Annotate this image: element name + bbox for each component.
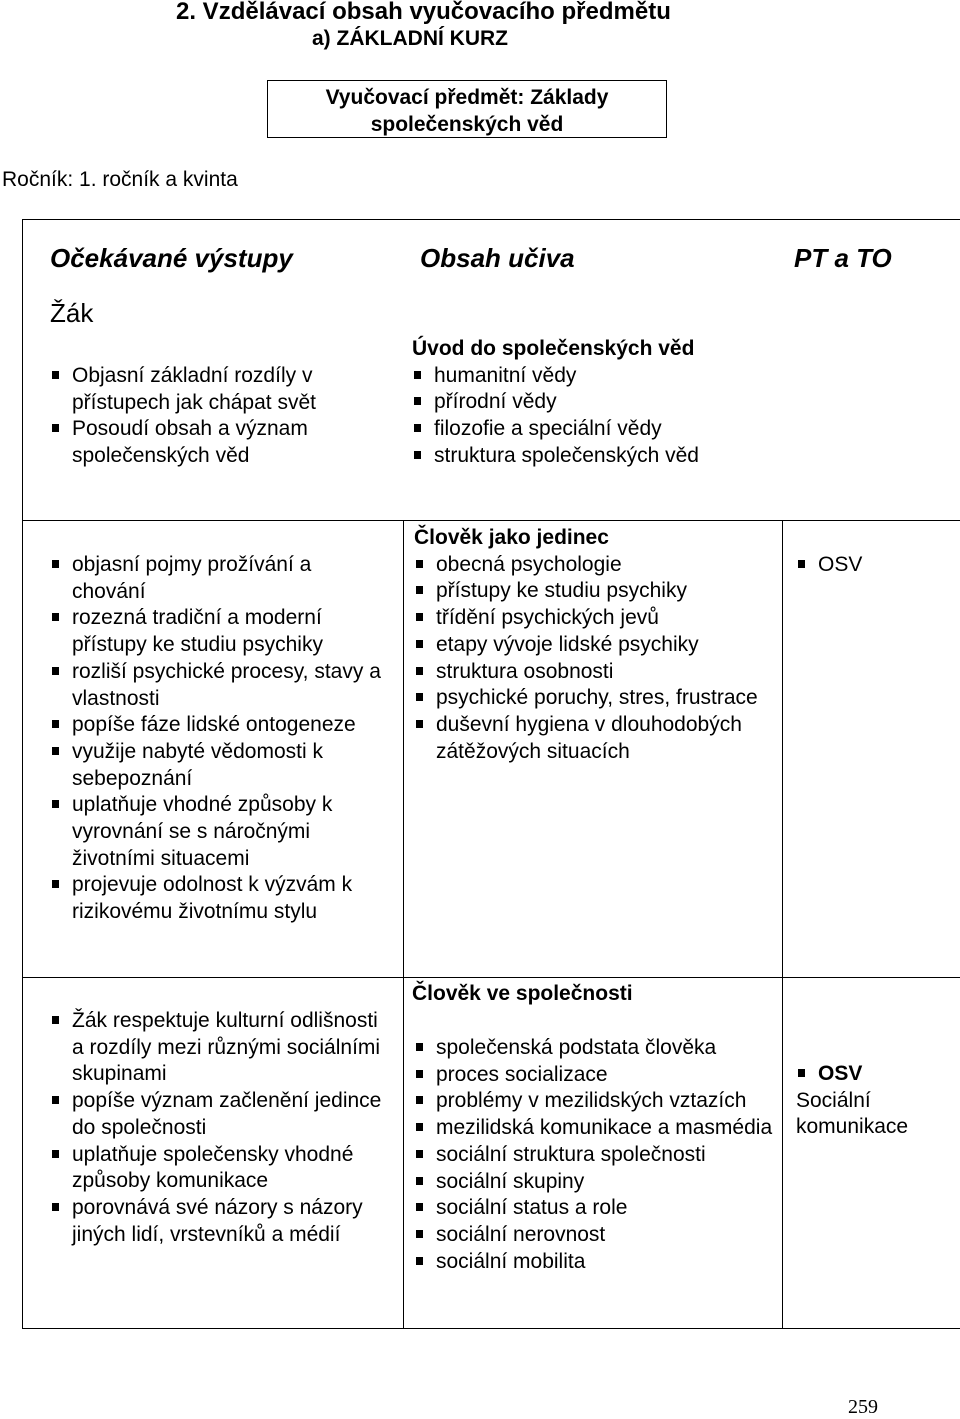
list-item: sociální skupiny xyxy=(414,1169,774,1196)
list-item: přírodní vědy xyxy=(412,389,772,416)
subject-box xyxy=(267,80,667,138)
list-item: filozofie a speciální vědy xyxy=(412,416,772,443)
list-item: etapy vývoje lidské psychiky xyxy=(414,632,774,659)
list-item: projevuje odolnost k výzvám k rizikovému životnímu stylu xyxy=(50,872,385,925)
list-item: uplatňuje společensky vhodné způsoby komunikace xyxy=(50,1142,395,1195)
list-item: struktura osobnosti xyxy=(414,659,774,686)
bullet-icon xyxy=(416,1203,423,1211)
list-item: popíše význam začlenění jedince do společnosti xyxy=(50,1088,395,1141)
list-item: objasní pojmy prožívání a chování xyxy=(50,552,385,605)
subject-line-2: společenských věd xyxy=(370,113,564,136)
bullet-icon xyxy=(416,1070,423,1078)
bullet-icon xyxy=(52,880,59,888)
bullet-icon xyxy=(52,560,59,568)
list-item: společenská podstata člověka xyxy=(414,1035,774,1062)
course-title: a) ZÁKLADNÍ KURZ xyxy=(312,27,508,50)
row-divider-1 xyxy=(22,520,960,521)
bullet-icon xyxy=(416,1043,423,1051)
row-3-content-title xyxy=(412,981,772,1008)
list-item: sociální nerovnost xyxy=(414,1222,774,1249)
bullet-icon xyxy=(52,720,59,728)
list-item: rozliší psychické procesy, stavy a vlastnosti xyxy=(50,659,385,712)
list-item: třídění psychických jevů xyxy=(414,605,774,632)
bullet-icon xyxy=(52,424,59,432)
column-divider-1 xyxy=(403,520,404,1329)
bullet-icon xyxy=(52,1016,59,1024)
list-item: sociální status a role xyxy=(414,1195,774,1222)
list-item: psychické poruchy, stres, frustrace xyxy=(414,685,774,712)
column-divider-2 xyxy=(782,520,783,1329)
bullet-icon xyxy=(52,747,59,755)
list-item: uplatňuje vhodné způsoby k vyrovnání se s náročnými životními situacemi xyxy=(50,792,385,872)
row-3-pt xyxy=(796,1061,951,1141)
bullet-icon xyxy=(416,613,423,621)
row-2-content xyxy=(414,525,774,765)
bullet-icon xyxy=(414,371,421,379)
list-item: obecná psychologie xyxy=(414,552,774,579)
bullet-icon xyxy=(414,397,421,405)
row-1-content xyxy=(412,336,772,470)
header-content: Obsah učiva xyxy=(420,243,575,273)
bullet-icon xyxy=(416,693,423,701)
list-item: Žák respektuje kulturní odlišnosti a rozdíly mezi různými sociálními skupinami xyxy=(50,1008,395,1088)
row-2-outputs xyxy=(50,552,385,926)
list-item: OSV xyxy=(796,552,946,579)
row-3-content xyxy=(414,1035,774,1275)
bullet-icon xyxy=(52,667,59,675)
page-number: 259 xyxy=(848,1396,878,1418)
header-pt-to: PT a TO xyxy=(794,243,892,273)
bullet-icon xyxy=(416,1230,423,1238)
content-title: Člověk ve společnosti xyxy=(412,982,633,1005)
content-title: Úvod do společenských věd xyxy=(412,337,695,360)
bullet-icon xyxy=(798,560,805,568)
bullet-icon xyxy=(52,1150,59,1158)
list-item: mezilidská komunikace a masmédia xyxy=(414,1115,774,1142)
list-item: humanitní vědy xyxy=(412,363,772,390)
bullet-icon xyxy=(416,640,423,648)
bullet-icon xyxy=(414,424,421,432)
list-item: přístupy ke studiu psychiky xyxy=(414,578,774,605)
bullet-icon xyxy=(416,560,423,568)
list-item: problémy v mezilidských vztazích xyxy=(414,1088,774,1115)
bullet-icon xyxy=(416,1177,423,1185)
row-divider-2 xyxy=(22,977,960,978)
list-item: využije nabyté vědomosti k sebepoznání xyxy=(50,739,385,792)
bullet-icon xyxy=(416,720,423,728)
content-title: Člověk jako jedinec xyxy=(414,526,609,549)
bullet-icon xyxy=(52,1203,59,1211)
bullet-icon xyxy=(52,371,59,379)
row-2-pt xyxy=(796,552,946,579)
header-outputs: Očekávané výstupy xyxy=(50,243,293,273)
bullet-icon xyxy=(52,613,59,621)
bullet-icon xyxy=(52,800,59,808)
list-item: proces socializace xyxy=(414,1062,774,1089)
bullet-icon xyxy=(416,1096,423,1104)
bullet-icon xyxy=(798,1069,805,1077)
list-item: sociální struktura společnosti xyxy=(414,1142,774,1169)
list-item: popíše fáze lidské ontogeneze xyxy=(50,712,385,739)
bullet-icon xyxy=(414,451,421,459)
subject-line-1: Vyučovací předmět: Základy xyxy=(325,86,609,109)
pt-text: Sociální komunikace xyxy=(796,1088,909,1139)
bullet-icon xyxy=(52,1096,59,1104)
bullet-icon xyxy=(416,1257,423,1265)
student-label: Žák xyxy=(50,298,94,328)
list-item: OSV xyxy=(796,1061,951,1088)
list-item: Objasní základní rozdíly v přístupech jak chápat svět xyxy=(50,363,380,416)
list-item: sociální mobilita xyxy=(414,1249,774,1276)
bullet-icon xyxy=(416,667,423,675)
bullet-icon xyxy=(416,1123,423,1131)
row-3-outputs xyxy=(50,1008,395,1248)
bullet-icon xyxy=(416,1150,423,1158)
grade-label: Ročník: 1. ročník a kvinta xyxy=(2,168,238,191)
row-1-outputs xyxy=(50,363,380,470)
list-item: Posoudí obsah a význam společenských věd xyxy=(50,416,380,469)
list-item: porovnává své názory s názory jiných lidí, vrstevníků a médií xyxy=(50,1195,395,1248)
bullet-icon xyxy=(416,586,423,594)
list-item: struktura společenských věd xyxy=(412,443,772,470)
list-item: duševní hygiena v dlouhodobých zátěžových situacích xyxy=(414,712,774,765)
section-title: 2. Vzdělávací obsah vyučovacího předmětu xyxy=(176,0,671,25)
list-item: rozezná tradiční a moderní přístupy ke studiu psychiky xyxy=(50,605,385,658)
